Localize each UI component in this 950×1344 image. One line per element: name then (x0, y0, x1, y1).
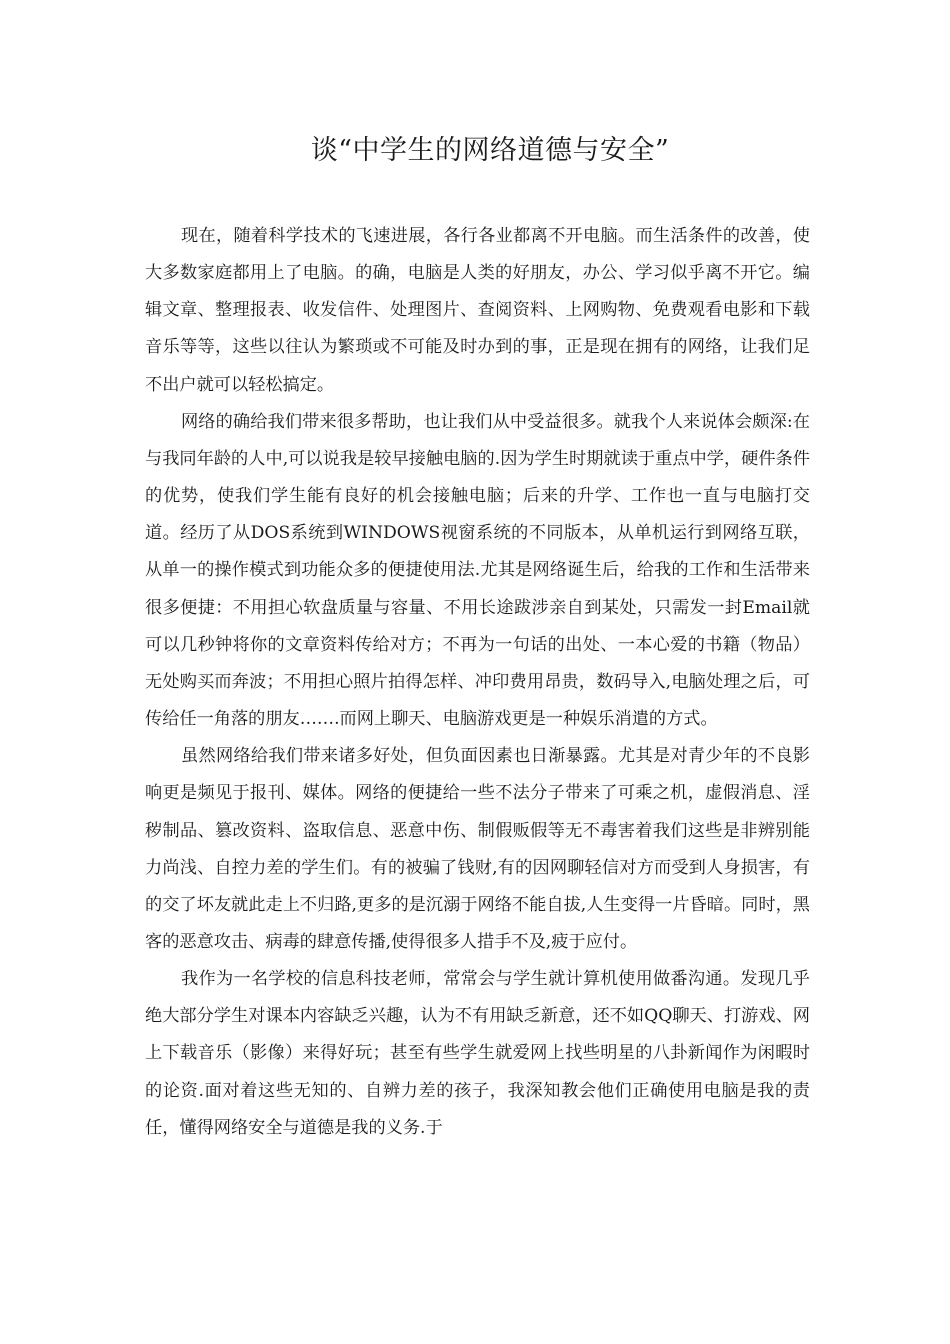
paragraph-3: 虽然网络给我们带来诸多好处，但负面因素也日渐暴露。尤其是对青少年的不良影响更是频见于报刊、媒体。网络的便捷给一些不法分子带来了可乘之机，虚假消息、淫秽制品、篡改资料、盗取信息、恶意中伤、制假贩假等无不毒害着我们这些是非辨别能力尚浅、自控力差的学生们。有的被骗了钱财,有的因网聊轻信对方而受到人身损害，有的交了坏友就此走上不归路,更多的是沉溺于网络不能自拔,人生变得一片昏暗。同时，黑客的恶意攻击、病毒的肆意传播,使得很多人措手不及,疲于应付。 (145, 746, 810, 952)
document-title: 谈“中学生的网络道德与安全” (310, 135, 670, 166)
paragraph-2: 网络的确给我们带来很多帮助，也让我们从中受益很多。就我个人来说体会颇深:在与我同年龄的人中,可以说我是较早接触电脑的.因为学生时期就读于重点中学，硬件条件的优势，使我们学生能有良好的机会接触电脑；后来的升学、工作也一直与电脑打交道。经历了从DOS系统到WINDOWS视窗系统的不同版本，从单机运行到网络互联，从单一的操作模式到功能众多的便捷使用法.尤其是网络诞生后，给我的工作和生活带来很多便捷：不用担心软盘质量与容量、不用长途跋涉亲自到某处，只需发一封Email就可以几秒钟将你的文章资料传给对方；不再为一句话的出处、一本心爱的书籍（物品）无处购买而奔波；不用担心照片拍得怎样、冲印费用昂贵，数码导入,电脑处理之后，可传给任一角落的朋友…….而网上聊天、电脑游戏更是一种娱乐消遣的方式。 (145, 411, 810, 730)
paragraph-4: 我作为一名学校的信息科技老师，常常会与学生就计算机使用做番沟通。发现几乎绝大部分学生对课本内容缺乏兴趣，认为不有用缺乏新意，还不如QQ聊天、打游戏、网上下载音乐（影像）来得好玩；甚至有些学生就爱网上找些明星的八卦新闻作为闲暇时的论资.面对着这些无知的、自辨力差的孩子，我深知教会他们正确使用电脑是我的责任，懂得网络安全与道德是我的义务.于 (145, 969, 810, 1138)
document-body (145, 218, 810, 1147)
paragraph-1: 现在，随着科学技术的飞速进展，各行各业都离不开电脑。而生活条件的改善，使大多数家庭都用上了电脑。的确，电脑是人类的好朋友，办公、学习似乎离不开它。编辑文章、整理报表、收发信件、处理图片、查阅资料、上网购物、免费观看电影和下载音乐等等，这些以往认为繁琐或不可能及时办到的事，正是现在拥有的网络，让我们足不出户就可以轻松搞定。 (145, 226, 810, 395)
